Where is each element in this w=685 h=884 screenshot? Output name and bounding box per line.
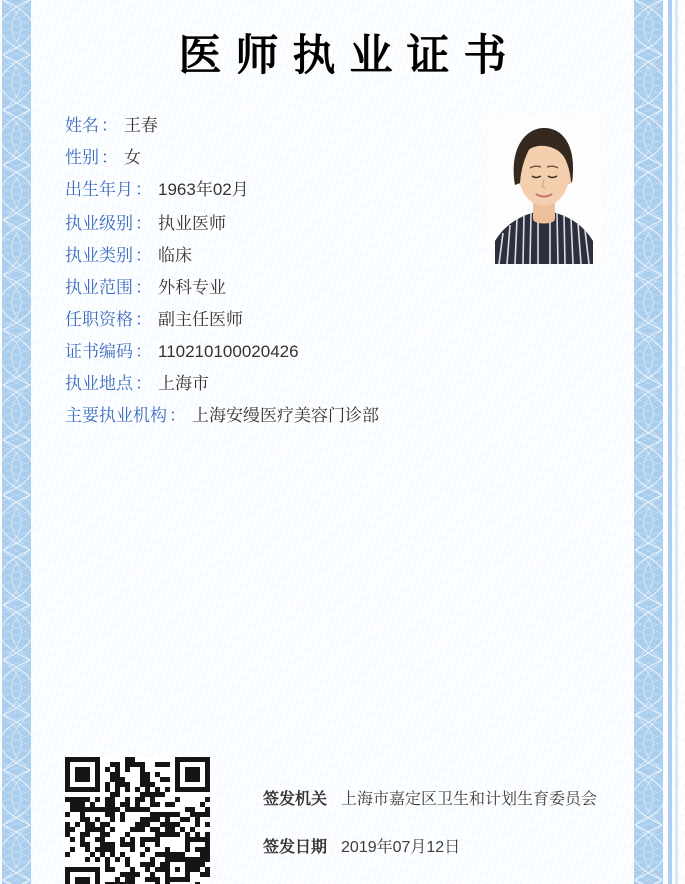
certificate-title: 医师执业证书 [178, 32, 521, 80]
field-row-gender [65, 148, 379, 167]
qr-code [65, 757, 210, 884]
field-separator: ： [169, 406, 186, 425]
issue-authority-value: 上海市嘉定区卫生和计划生育委员会 [341, 791, 598, 808]
field-label: 主要执业机构 [65, 406, 167, 425]
field-row-primary-institution [65, 406, 379, 425]
field-label: 执业级别 [65, 214, 133, 233]
issue-date-label: 签发日期 [263, 839, 328, 856]
field-separator: ： [135, 214, 152, 233]
portrait-photo [487, 115, 601, 264]
field-row-name [65, 116, 379, 135]
field-label: 执业地点 [65, 374, 133, 393]
field-separator: ： [135, 278, 152, 297]
fields-section [65, 116, 379, 438]
field-value: 临床 [158, 246, 192, 265]
field-separator: ： [135, 180, 152, 199]
field-value: 王春 [124, 116, 158, 135]
issue-authority-row [263, 790, 597, 809]
field-label: 证书编码 [65, 342, 133, 361]
field-row-practice-level [65, 214, 379, 233]
field-label: 执业类别 [65, 246, 133, 265]
field-value: 1963年02月 [158, 180, 249, 199]
guilloche-border-right-icon [634, 0, 663, 884]
field-separator: ： [135, 310, 152, 329]
issue-date-row [263, 838, 597, 857]
field-value: 上海市 [158, 374, 209, 393]
field-value: 副主任医师 [158, 310, 243, 329]
field-value: 外科专业 [158, 278, 226, 297]
field-label: 出生年月 [65, 180, 133, 199]
field-value: 上海安缦医疗美容门诊部 [192, 406, 379, 425]
field-label: 姓名 [65, 116, 99, 135]
field-separator: ： [135, 246, 152, 265]
guilloche-border-left-icon [2, 0, 31, 884]
field-row-birth-date [65, 180, 379, 199]
field-value: 110210100020426 [158, 342, 299, 361]
field-row-qualification [65, 310, 379, 329]
issue-authority-label: 签发机关 [263, 791, 328, 808]
field-label: 执业范围 [65, 278, 133, 297]
field-row-practice-scope [65, 278, 379, 297]
field-value: 女 [124, 148, 141, 167]
field-row-practice-location [65, 374, 379, 393]
field-separator: ： [101, 148, 118, 167]
field-separator: ： [135, 342, 152, 361]
field-label: 性别 [65, 148, 99, 167]
field-value: 执业医师 [158, 214, 226, 233]
field-row-practice-category [65, 246, 379, 265]
border-stripe-outer [675, 0, 678, 884]
field-label: 任职资格 [65, 310, 133, 329]
issue-date-value: 2019年07月12日 [341, 839, 461, 856]
field-row-certificate-number [65, 342, 379, 361]
field-separator: ： [101, 116, 118, 135]
border-stripe-inner [668, 0, 672, 884]
field-separator: ： [135, 374, 152, 393]
issue-section [263, 790, 597, 884]
